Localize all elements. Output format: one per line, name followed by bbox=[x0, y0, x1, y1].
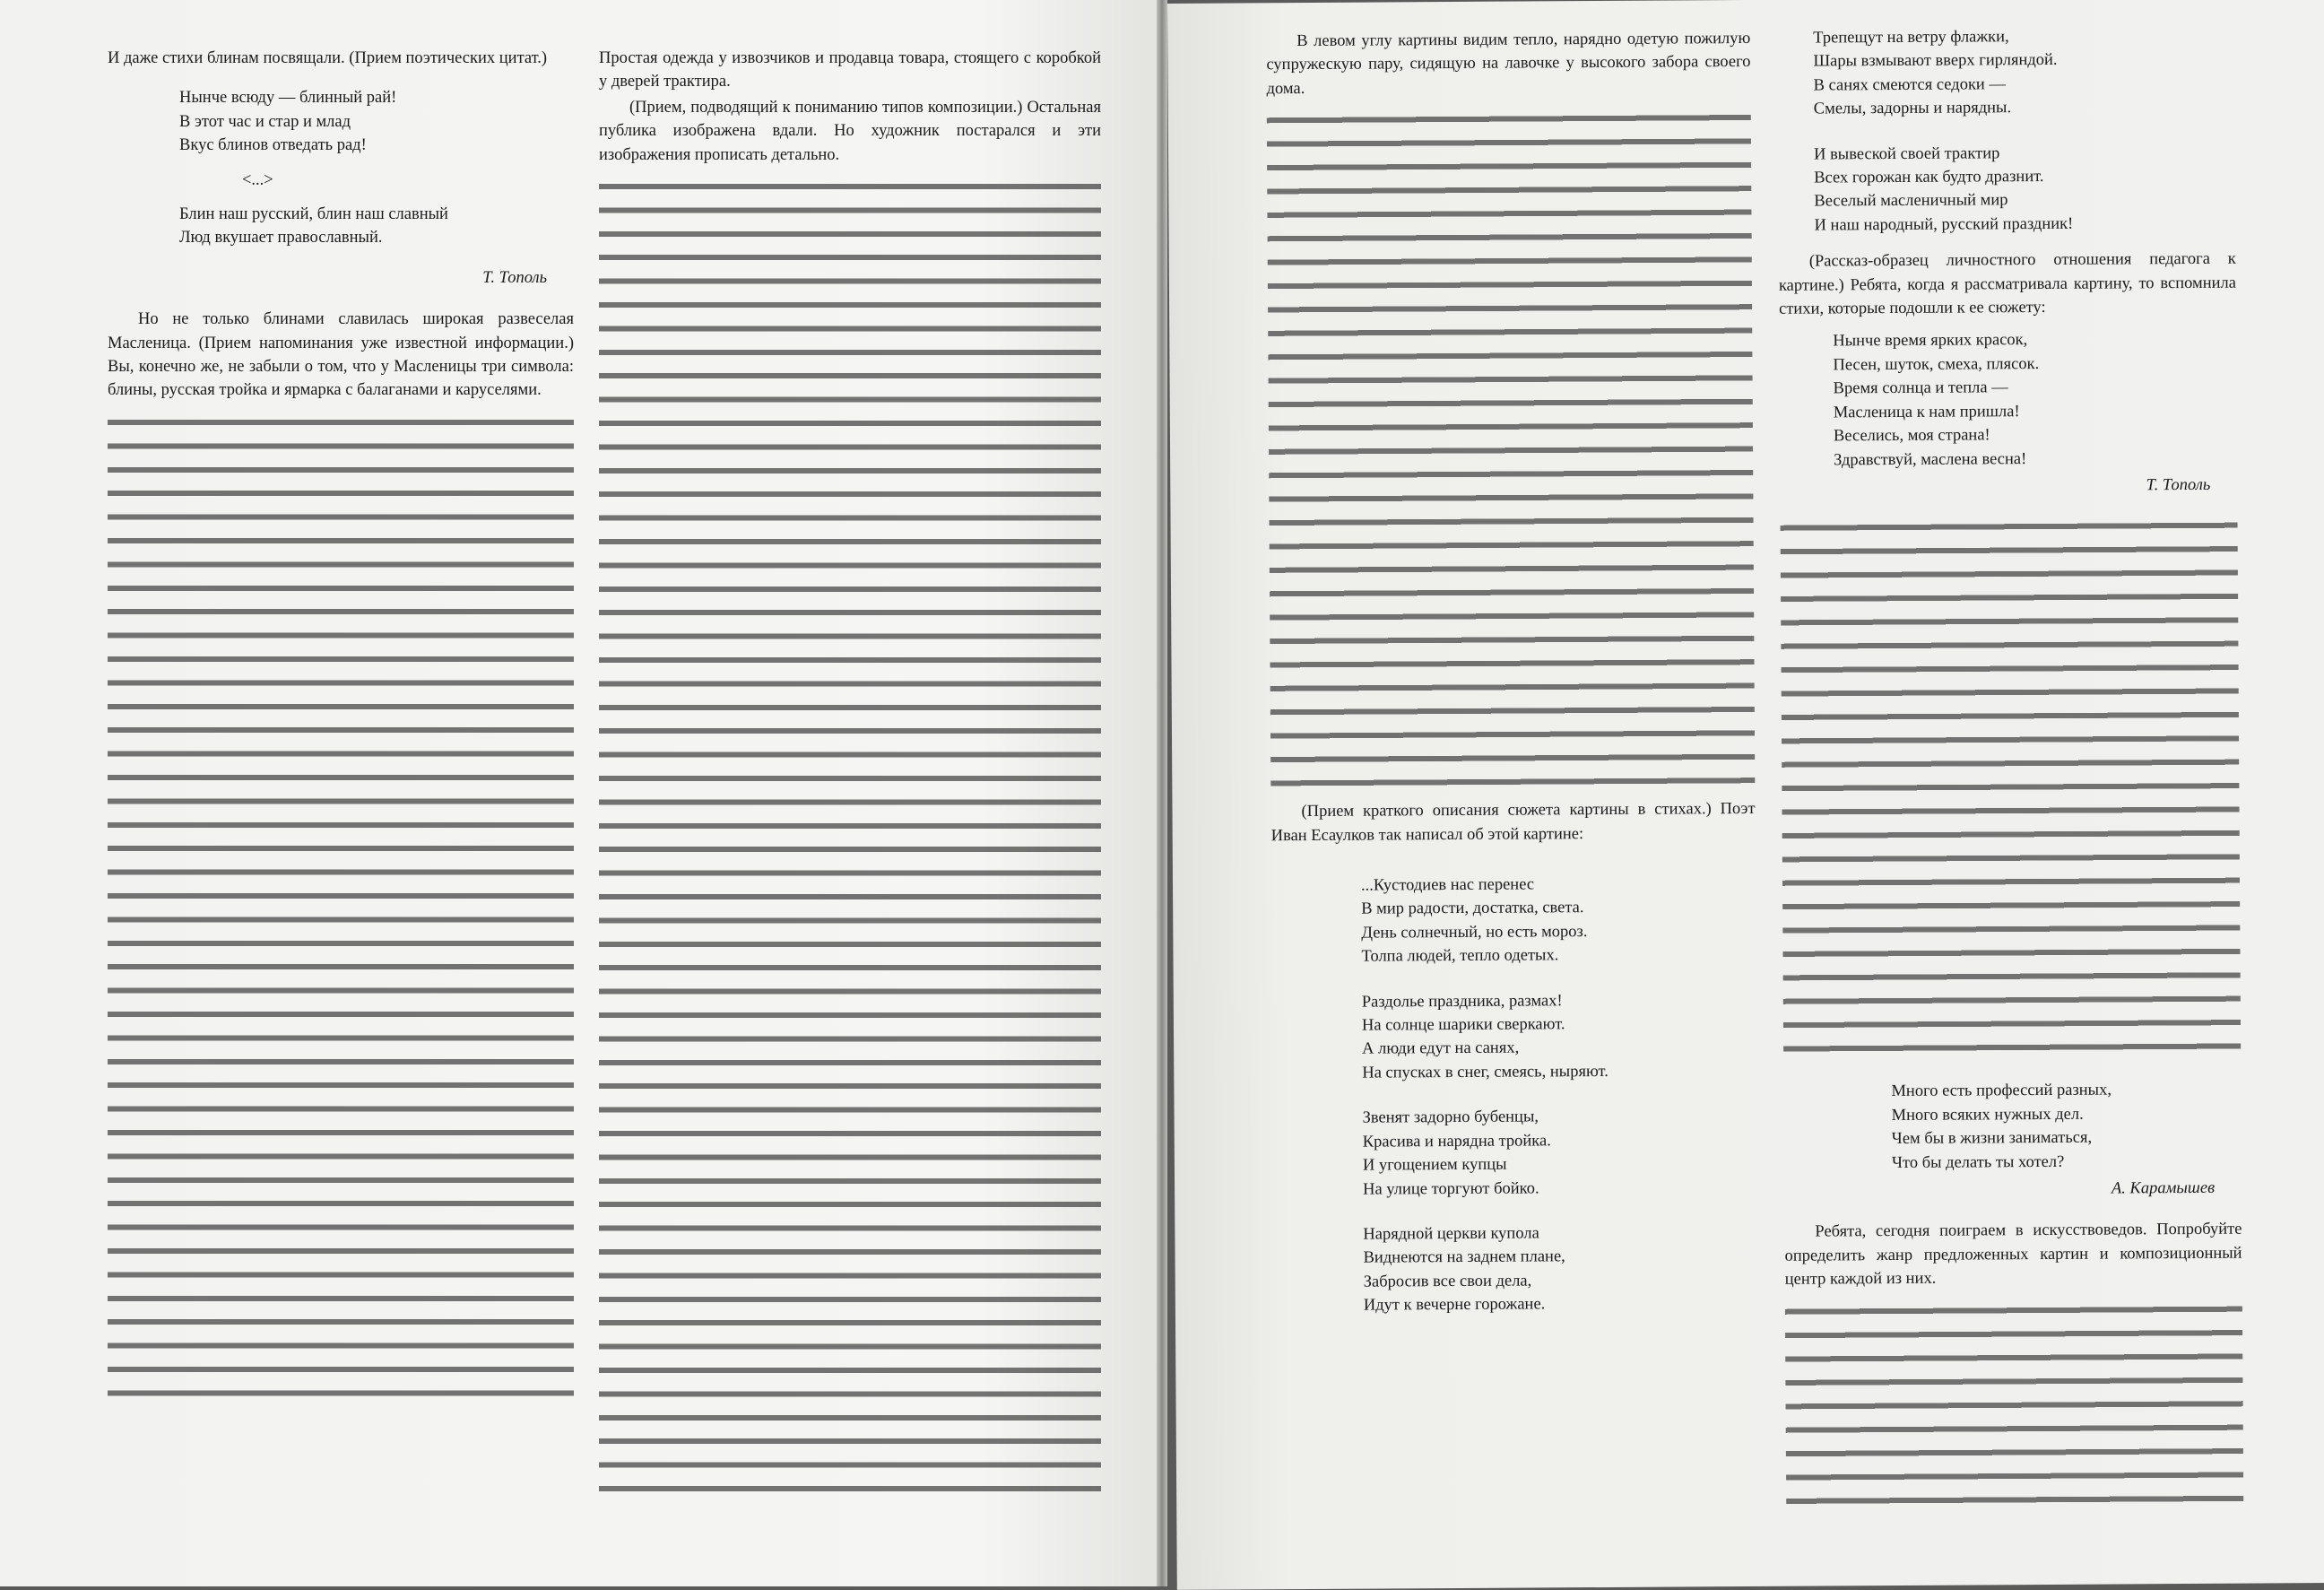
poem-line: Что бы делать ты хотел? bbox=[1891, 1152, 2065, 1172]
poem-line: ...Кустодиев нас перенес bbox=[1360, 875, 1535, 895]
poem-line: Смелы, задорны и нарядны. bbox=[1813, 99, 2012, 118]
poem-line: Люд вкушает православный. bbox=[179, 229, 383, 248]
poem-line: Нынче время ярких красок, bbox=[1833, 331, 2028, 351]
left-page bbox=[0, 0, 1157, 1586]
poem-professions bbox=[1891, 1078, 2242, 1175]
poem-line: В мир радости, достатка, света. bbox=[1361, 899, 1584, 919]
poem-flags bbox=[1813, 24, 2235, 238]
right-page-column-2 bbox=[1777, 24, 2244, 1590]
poem-line: Идут к вечерне горожане. bbox=[1363, 1295, 1546, 1315]
poem-line: И наш народный, русский праздник! bbox=[1814, 214, 2074, 235]
paragraph: Но не только блинами славилась широкая развеселая Масленица. (Прием напоминания уже известной информации.) Вы, конечно же, не забыли о том, что у Масленицы три символа: блины, русская тройка и ярмарка с балаганами и каруселями. bbox=[108, 310, 574, 400]
poem-line: Время солнца и тепла — bbox=[1833, 378, 2008, 398]
paragraph: Простая одежда у извозчиков и продавца товара, стоящего с коробкой у дверей трактира. bbox=[599, 49, 1101, 91]
right-page bbox=[1167, 0, 2324, 1590]
poem-line: Виднеются на заднем плане, bbox=[1363, 1247, 1565, 1267]
right-page-column-1 bbox=[1266, 27, 1760, 1590]
poem-line: На улице торгуют бойко. bbox=[1363, 1178, 1539, 1199]
poem-line: Раздолье праздника, размах! bbox=[1361, 991, 1563, 1012]
poem-line: Веселись, моя страна! bbox=[1833, 426, 1990, 446]
left-page-column-1 bbox=[108, 47, 574, 1586]
poem-author: Т. Тополь bbox=[482, 268, 547, 287]
poem-line: Забросив все свои дела, bbox=[1363, 1272, 1532, 1291]
poem-line: Веселый масленичный мир bbox=[1814, 191, 2008, 211]
paragraph: В левом углу картины видим тепло, нарядно одетую пожилую супружескую пару, сидящую на лавочке у высокого забора своего дома. bbox=[1266, 29, 1751, 99]
poem-line: А люди едут на санях, bbox=[1362, 1039, 1520, 1059]
poem-line: Много всяких нужных дел. bbox=[1891, 1105, 2084, 1125]
poem-line: И угощением купцы bbox=[1362, 1155, 1507, 1175]
poem-line: На солнце шарики сверкают. bbox=[1361, 1015, 1565, 1035]
body-text-continued bbox=[1781, 515, 2242, 1064]
poem-line: Вкус блинов отведать рад! bbox=[179, 136, 367, 155]
poem-author: Т. Тополь bbox=[2146, 475, 2211, 495]
poem-line: Звенят задорно бубенцы, bbox=[1362, 1108, 1539, 1127]
body-text-continued bbox=[108, 412, 574, 1407]
poem-blini bbox=[179, 86, 574, 249]
poem-line: Нынче всюду — блинный рай! bbox=[179, 89, 397, 108]
poem-line: Нарядной церкви купола bbox=[1363, 1224, 1539, 1244]
body-text-continued bbox=[599, 176, 1101, 1503]
poem-line: Здравствуй, маслена весна! bbox=[1834, 449, 2027, 469]
poem-line: И вывеской своей трактир bbox=[1813, 143, 2000, 164]
body-text-continued bbox=[1785, 1298, 2243, 1516]
poem-intro: (Прием краткого описания сюжета картины в стихах.) Поэт Иван Есаулков так написал об этой картине: bbox=[1270, 800, 1756, 845]
poem-line: Много есть профессий разных, bbox=[1891, 1081, 2112, 1101]
poem-line: Толпа людей, тепло одетых. bbox=[1361, 946, 1559, 966]
left-page-column-2 bbox=[599, 47, 1101, 1586]
intro-paragraph: И даже стихи блинам посвящали. (Прием поэтических цитат.) bbox=[108, 49, 548, 67]
poem-line: В этот час и стар и млад bbox=[179, 112, 351, 131]
poem-kustodiev bbox=[1361, 872, 1758, 1317]
poem-line: Трепещут на ветру флажки, bbox=[1813, 28, 2009, 48]
poem-line: Блин наш русский, блин наш славный bbox=[179, 205, 448, 224]
poem-line: Песен, шуток, смеха, плясок. bbox=[1833, 354, 2040, 375]
poem-line: Масленица к нам пришла! bbox=[1833, 402, 2020, 422]
poem-break: <...> bbox=[242, 170, 273, 189]
paragraph: Ребята, сегодня поиграем в искусствоведов. Попробуйте определить жанр предложенных картин и композиционный центр каждой из них. bbox=[1784, 1220, 2242, 1289]
book-gutter bbox=[1157, 0, 1167, 1586]
body-text-continued bbox=[1267, 107, 1756, 800]
poem-line: Чем бы в жизни заниматься, bbox=[1891, 1128, 2093, 1149]
poem-line: На спусках в снег, смеясь, ныряют. bbox=[1362, 1062, 1609, 1082]
paragraph: (Прием, подводящий к пониманию типов композиции.) Остальная публика изображена вдали. Но художник постарался и эти изображения прописать детально. bbox=[599, 98, 1101, 164]
poem-line: День солнечный, но есть мороз. bbox=[1361, 922, 1588, 943]
poem-line: В санях смеются седоки — bbox=[1813, 75, 2006, 95]
poem-colors bbox=[1833, 327, 2237, 472]
poem-author: А. Карамышев bbox=[2111, 1178, 2216, 1198]
poem-line: Всех горожан как будто дразнит. bbox=[1814, 168, 2044, 187]
paragraph: (Рассказ-образец личностного отношения педагога к картине.) Ребята, когда я рассматривала картину, то вспомнила стихи, которые подошли к ее сюжету: bbox=[1778, 249, 2236, 318]
poem-line: Красива и нарядна тройка. bbox=[1362, 1132, 1551, 1151]
poem-line: Шары взмывают вверх гирляндой. bbox=[1813, 51, 2058, 71]
